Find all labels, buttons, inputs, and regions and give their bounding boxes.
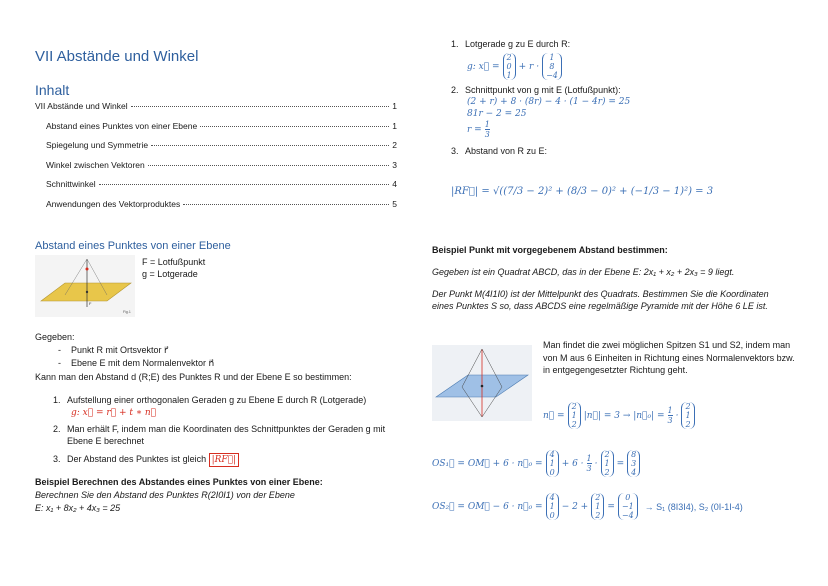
toc-entry[interactable] (35, 121, 397, 141)
question-text: Kann man den Abstand d (R;E) des Punktes R und der Ebene E so bestimmen: (35, 372, 352, 382)
legend-item: F = Lotfußpunkt (142, 257, 206, 267)
toc-entry[interactable] (35, 101, 397, 121)
toc-entry-label: Anwendungen des Vektorproduktes (46, 198, 181, 209)
list-item: 1. Lotgerade g zu E durch R: (451, 39, 571, 49)
distance-formula: |RF⃗| (209, 453, 240, 467)
toc-entry[interactable] (35, 179, 397, 199)
step-list (53, 394, 398, 467)
table-of-contents (35, 101, 397, 219)
toc-entry[interactable] (35, 140, 397, 160)
toc-entry-page: 3 (392, 159, 397, 170)
lotgerade-equation: g: x⃗ = 2 0 1 + r · 1 8 −4 (451, 53, 791, 80)
svg-text:Fig.1: Fig.1 (123, 310, 131, 314)
lotgerade-formula: g: x⃗ = r⃗ + t ∗ n⃗ (71, 408, 157, 418)
toc-entry-label: Abstand eines Punktes von einer Ebene (46, 120, 198, 131)
toc-entry-label: Winkel zwischen Vektoren (46, 159, 145, 170)
toc-entry-page: 1 (392, 101, 397, 111)
solution-steps (451, 38, 791, 157)
example-text: Gegeben ist ein Quadrat ABCD, das in der Ebene E: 2x₁ + x₂ + 2x₃ = 9 liegt. (432, 267, 735, 277)
toc-entry[interactable] (35, 199, 397, 219)
section-title: Abstand eines Punktes von einer Ebene (35, 240, 231, 252)
figure-legend (142, 256, 205, 280)
given-label: Gegeben: (35, 332, 75, 342)
toc-entry-label: VII Abstände und Winkel (35, 101, 128, 111)
example-title: Beispiel Berechnen des Abstandes eines Punktes von einer Ebene: (35, 477, 323, 487)
toc-entry-label: Spiegelung und Symmetrie (46, 140, 149, 151)
svg-text:F: F (89, 301, 92, 306)
toc-entry-page: 4 (392, 179, 397, 190)
toc-entry-page: 1 (392, 120, 397, 131)
os2-equation: OS₂⃗ = OM⃗ − 6 · n⃗₀ = 4 1 0 − 2 + 2 1 2 = 0 −1 −4 → S₁ (8I3I4), S₂ (0I-1I-4) (432, 493, 743, 520)
example-text: E: x₁ + 8x₂ + 4x₃ = 25 (35, 503, 121, 513)
list-item: 3. Der Abstand des Punktes ist gleich |RF⃗| (53, 453, 398, 467)
equation: 81r − 2 = 25 (467, 109, 527, 119)
explanation-paragraph: Man findet die zwei möglichen Spitzen S1 und S2, indem man von M aus 6 Einheiten in Richtung eines Normalenvektors bzw. in entgegengesetzter Richtung geht. (543, 340, 795, 375)
given-item: - Punkt R mit Ortsvektor r⃗ (58, 345, 168, 355)
toc-entry-page: 2 (392, 140, 397, 151)
os1-equation: OS₁⃗ = OM⃗ + 6 · n⃗₀ = 4 1 0 + 6 · $\frac{1}{3}$ · 2 1 2 = 8 3 4 (432, 450, 640, 477)
toc-entry-label: Schnittwinkel (46, 179, 96, 190)
distance-result: |RF⃗| = √((7/3 − 2)² + (8/3 − 0)² + (−1/3 − 1)²) = 3 (451, 186, 714, 197)
toc-entry[interactable] (35, 160, 397, 180)
plane-perpendicular-figure (35, 255, 135, 317)
equation: r = $\frac{1}{3}$ (467, 120, 490, 139)
given-item: - Ebene E mit dem Normalenvektor n⃗ (58, 358, 215, 368)
list-item: 1. Aufstellung einer orthogonalen Geraden g zu Ebene E durch R (Lotgerade) (53, 395, 367, 405)
list-item: 2. Schnittpunkt von g mit E (Lotfußpunkt): (451, 85, 621, 95)
legend-item: g = Lotgerade (142, 269, 198, 279)
pyramid-figure (432, 345, 532, 421)
example-title: Beispiel Punkt mit vorgegebenem Abstand bestimmen: (432, 245, 668, 255)
normal-vector-equation: n⃗ = 2 1 2 |n⃗| = 3 → |n⃗₀| = $\frac{1}{3}$ · 2 1 2 (543, 402, 695, 429)
example-text: Berechnen Sie den Abstand des Punktes R(2I0I1) von der Ebene (35, 490, 295, 500)
result-text: → S₁ (8I3I4), S₂ (0I-1I-4) (644, 501, 743, 512)
example-text: Der Punkt M(4I1I0) ist der Mittelpunkt des Quadrats. Bestimmen Sie die Koordinaten eines Punktes S so, dass ABCDS eine regelmäßige Pyramide mit der Höhe 6 LE ist. (432, 289, 769, 311)
list-item: 3. Abstand von R zu E: (451, 146, 548, 156)
equation: (2 + r) + 8 · (8r) − 4 · (1 − 4r) = 25 (467, 97, 631, 107)
toc-entry-page: 5 (392, 198, 397, 209)
toc-heading: Inhalt (35, 82, 70, 98)
page-title: VII Abstände und Winkel (35, 48, 199, 65)
list-item: 2. Man erhält F, indem man die Koordinaten des Schnittpunktes der Geraden g mit Ebene E berechnet (53, 424, 386, 446)
